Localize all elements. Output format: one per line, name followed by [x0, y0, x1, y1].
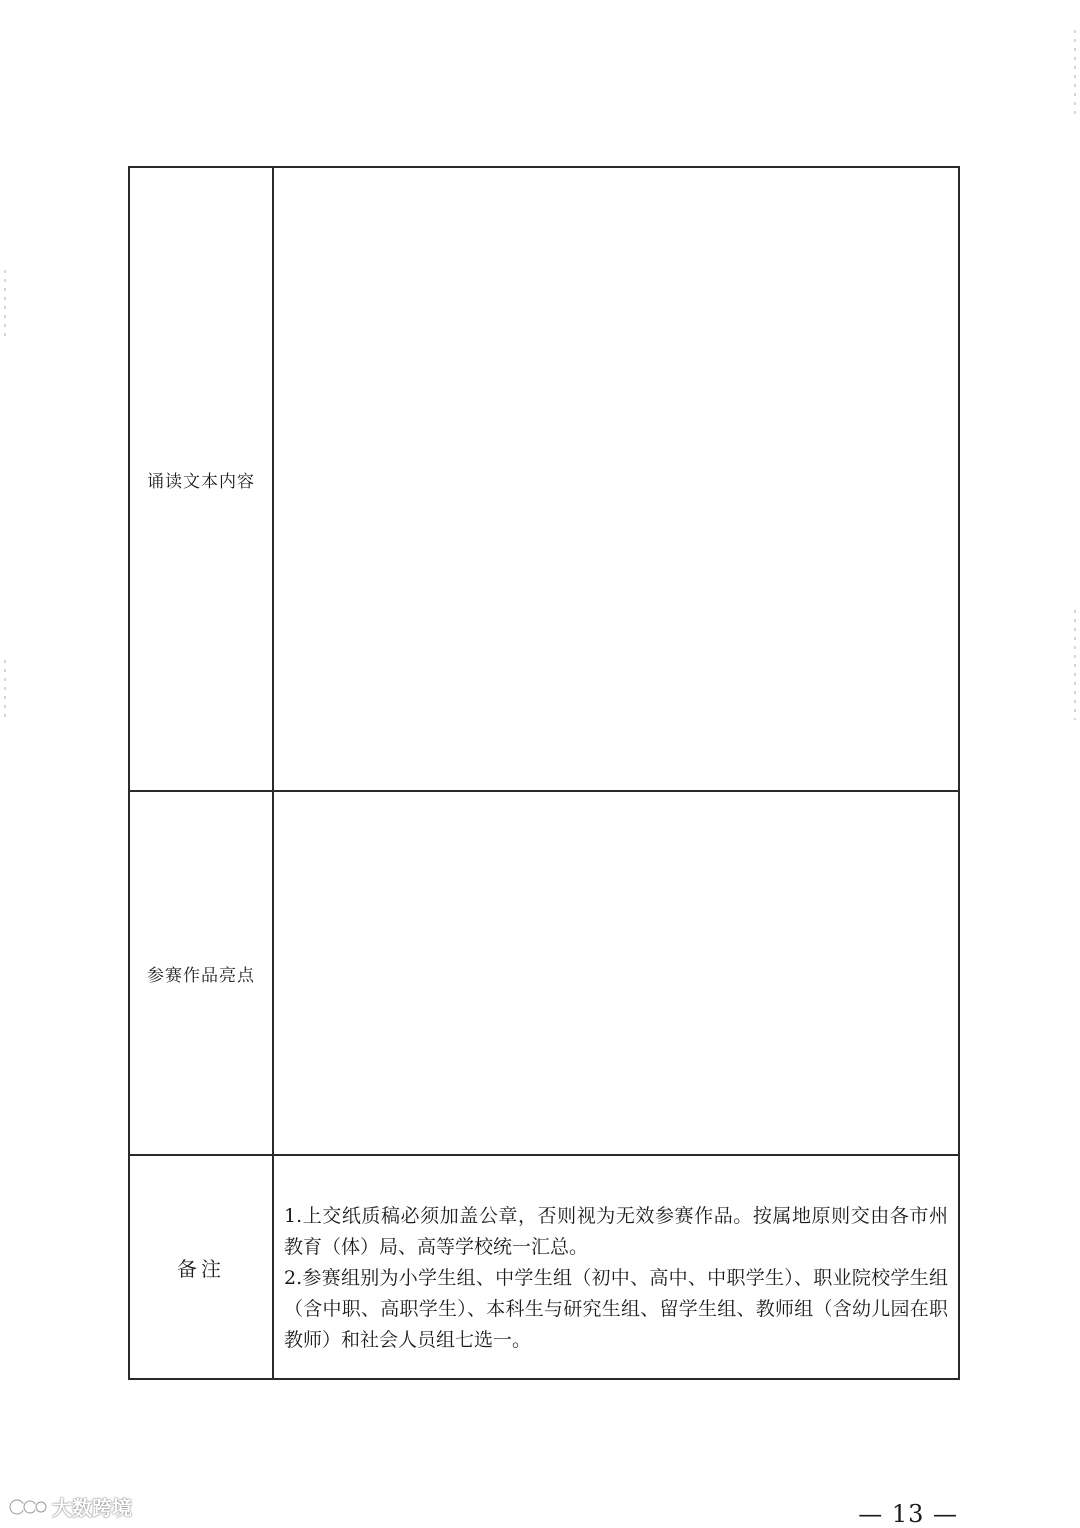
label-reading-text: 诵读文本内容	[129, 167, 273, 791]
entry-form-table	[128, 166, 960, 1380]
form-row-highlights	[129, 791, 959, 1155]
scan-mark	[1074, 30, 1076, 120]
note-item-2: 2.参赛组别为小学生组、中学生组（初中、高中、中职学生）、职业院校学生组（含中职、高职学生）、本科生与研究生组、留学生组、教师组（含幼儿园在职教师）和社会人员组七选一。	[284, 1266, 948, 1351]
scan-mark	[1074, 610, 1076, 720]
watermark-text: 大数跨境	[52, 1496, 132, 1520]
label-remarks: 备注	[129, 1155, 273, 1379]
logo-icon	[8, 1495, 48, 1519]
form-row-remarks	[129, 1155, 959, 1379]
watermark	[8, 1492, 132, 1521]
note-item-1: 1.上交纸质稿必须加盖公章，否则视为无效参赛作品。按属地原则交由各市州教育（体）局、高等学校统一汇总。	[284, 1204, 948, 1258]
highlights-field[interactable]	[273, 791, 959, 1155]
scan-mark	[4, 270, 6, 340]
form-row-reading-text	[129, 167, 959, 791]
remarks-notes	[273, 1155, 959, 1379]
reading-text-field[interactable]	[273, 167, 959, 791]
label-highlights: 参赛作品亮点	[129, 791, 273, 1155]
scan-mark	[4, 660, 6, 720]
page-number: — 13 —	[858, 1500, 958, 1528]
